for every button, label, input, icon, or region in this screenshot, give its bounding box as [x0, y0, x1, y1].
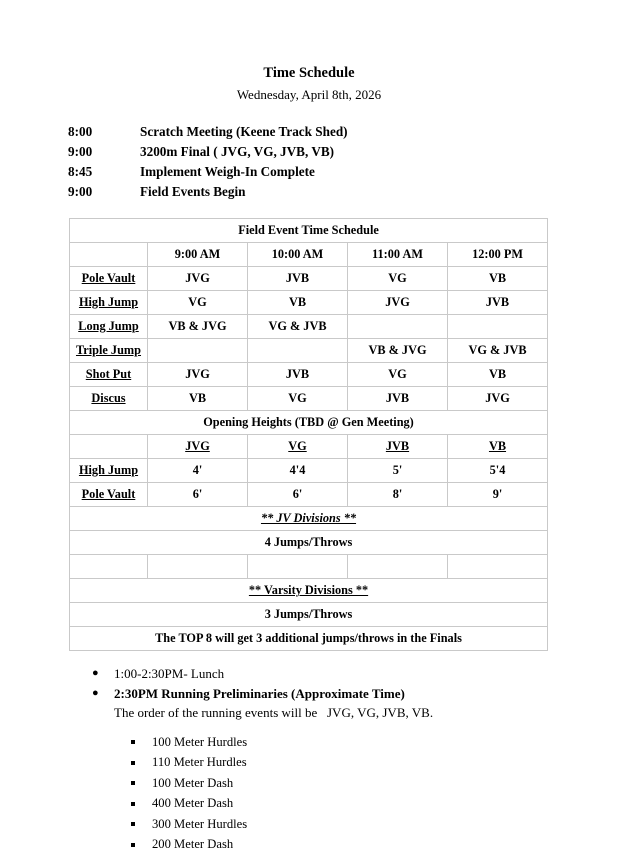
table-row	[70, 243, 548, 267]
opening-height: 8'	[348, 483, 448, 507]
page-title: Time Schedule	[263, 65, 355, 81]
event-slot: VG	[148, 291, 248, 315]
event-slot: JVB	[348, 387, 448, 411]
time-header: 9:00 AM	[148, 243, 248, 267]
event-slot: VB	[448, 363, 548, 387]
running-order-note: The order of the running events will be JVG, VG, JVB, VB.	[114, 705, 434, 721]
opening-height: 9'	[448, 483, 548, 507]
opening-height: 4'4	[248, 459, 348, 483]
table-row	[70, 267, 548, 291]
list-item	[131, 793, 618, 814]
event-slot: JVG	[348, 291, 448, 315]
list-item-prelims	[92, 685, 618, 704]
table-row	[70, 483, 548, 507]
list-item	[131, 752, 618, 773]
running-event-label: 300 Meter Hurdles	[152, 816, 248, 831]
time-list-row	[68, 142, 618, 162]
height-event-label: High Jump	[70, 459, 148, 483]
jv-divisions-banner: ** JV Divisions **	[70, 507, 548, 531]
table-row	[70, 387, 548, 411]
event-slot: VG	[348, 267, 448, 291]
running-event-label: 400 Meter Dash	[152, 796, 234, 811]
time-description: Field Events Begin	[140, 184, 246, 200]
time-description: 3200m Final ( JVG, VG, JVB, VB)	[140, 144, 335, 160]
time-list-row	[68, 182, 618, 202]
table-row	[70, 603, 548, 627]
event-slot	[348, 315, 448, 339]
event-slot	[448, 315, 548, 339]
list-item-lunch	[92, 665, 618, 684]
time-list-row	[68, 162, 618, 182]
height-event-label: Pole Vault	[70, 483, 148, 507]
event-slot: VB & JVG	[148, 315, 248, 339]
list-item	[131, 732, 618, 753]
time-header: 12:00 PM	[448, 243, 548, 267]
opening-height: 6'	[248, 483, 348, 507]
event-slot: VG	[348, 363, 448, 387]
division-header: JVB	[348, 435, 448, 459]
varsity-attempts: 3 Jumps/Throws	[70, 603, 548, 627]
running-events-list	[0, 732, 618, 855]
opening-height: 4'	[148, 459, 248, 483]
time-header-blank	[70, 243, 148, 267]
list-item	[131, 773, 618, 794]
event-slot: VB	[248, 291, 348, 315]
event-label: Shot Put	[70, 363, 148, 387]
time-description: Scratch Meeting (Keene Track Shed)	[140, 124, 348, 140]
bullet-square-icon	[131, 843, 135, 847]
table-row	[70, 315, 548, 339]
time-value: 9:00	[68, 184, 93, 200]
table-row	[70, 627, 548, 651]
spacer-cell	[348, 555, 448, 579]
document-page	[0, 64, 618, 864]
division-header: JVG	[148, 435, 248, 459]
table-row	[70, 531, 548, 555]
table-row	[70, 219, 548, 243]
spacer-cell	[448, 555, 548, 579]
list-item	[131, 834, 618, 855]
notes-list	[0, 665, 618, 704]
bullet-square-icon	[131, 802, 135, 806]
table-row	[70, 459, 548, 483]
time-header: 10:00 AM	[248, 243, 348, 267]
prelims-note: 2:30PM Running Preliminaries (Approximate Time)	[114, 686, 405, 702]
event-label: Pole Vault	[70, 267, 148, 291]
division-header-blank	[70, 435, 148, 459]
event-slot	[148, 339, 248, 363]
table-row	[70, 339, 548, 363]
table-row-spacer	[70, 555, 548, 579]
spacer-cell	[148, 555, 248, 579]
opening-height: 5'4	[448, 459, 548, 483]
title-block	[0, 64, 618, 103]
time-list-row	[68, 122, 618, 142]
finals-note: The TOP 8 will get 3 additional jumps/throws in the Finals	[70, 627, 548, 651]
spacer-cell	[70, 555, 148, 579]
running-event-label: 100 Meter Hurdles	[152, 734, 248, 749]
event-slot: VG	[248, 387, 348, 411]
running-event-label: 110 Meter Hurdles	[152, 755, 247, 770]
event-label: High Jump	[70, 291, 148, 315]
event-slot: VB & JVG	[348, 339, 448, 363]
time-list	[68, 122, 618, 202]
division-header: VB	[448, 435, 548, 459]
running-event-label: 200 Meter Dash	[152, 837, 234, 852]
time-value: 8:00	[68, 124, 93, 140]
schedule-table	[69, 218, 548, 651]
event-label: Discus	[70, 387, 148, 411]
event-slot	[248, 339, 348, 363]
field-event-heading: Field Event Time Schedule	[70, 219, 548, 243]
table-row	[70, 435, 548, 459]
event-slot: VB	[448, 267, 548, 291]
event-slot: VG & JVB	[248, 315, 348, 339]
time-value: 8:45	[68, 164, 93, 180]
spacer-cell	[248, 555, 348, 579]
event-slot: VB	[148, 387, 248, 411]
time-value: 9:00	[68, 144, 93, 160]
running-event-label: 100 Meter Dash	[152, 775, 234, 790]
event-slot: VG & JVB	[448, 339, 548, 363]
opening-height: 6'	[148, 483, 248, 507]
table-row	[70, 411, 548, 435]
time-description: Implement Weigh-In Complete	[140, 164, 315, 180]
event-label: Triple Jump	[70, 339, 148, 363]
opening-heights-heading: Opening Heights (TBD @ Gen Meeting)	[70, 411, 548, 435]
division-header: VG	[248, 435, 348, 459]
bullet-square-icon	[131, 822, 135, 826]
opening-height: 5'	[348, 459, 448, 483]
event-slot: JVG	[448, 387, 548, 411]
event-slot: JVG	[148, 363, 248, 387]
bullet-square-icon	[131, 761, 135, 765]
event-slot: JVB	[448, 291, 548, 315]
jv-attempts: 4 Jumps/Throws	[70, 531, 548, 555]
table-row	[70, 363, 548, 387]
bullet-dot-icon: ●	[92, 667, 99, 680]
event-slot: JVB	[248, 267, 348, 291]
list-item	[131, 814, 618, 835]
table-row	[70, 291, 548, 315]
event-slot: JVB	[248, 363, 348, 387]
lunch-note: 1:00-2:30PM- Lunch	[114, 666, 225, 682]
time-header: 11:00 AM	[348, 243, 448, 267]
bullet-square-icon	[131, 781, 135, 785]
table-row	[70, 579, 548, 603]
bullet-dot-icon: ●	[92, 687, 99, 700]
varsity-divisions-banner: ** Varsity Divisions **	[70, 579, 548, 603]
event-slot: JVG	[148, 267, 248, 291]
table-row	[70, 507, 548, 531]
document-date: Wednesday, April 8th, 2026	[236, 86, 382, 102]
bullet-square-icon	[131, 740, 135, 744]
event-label: Long Jump	[70, 315, 148, 339]
